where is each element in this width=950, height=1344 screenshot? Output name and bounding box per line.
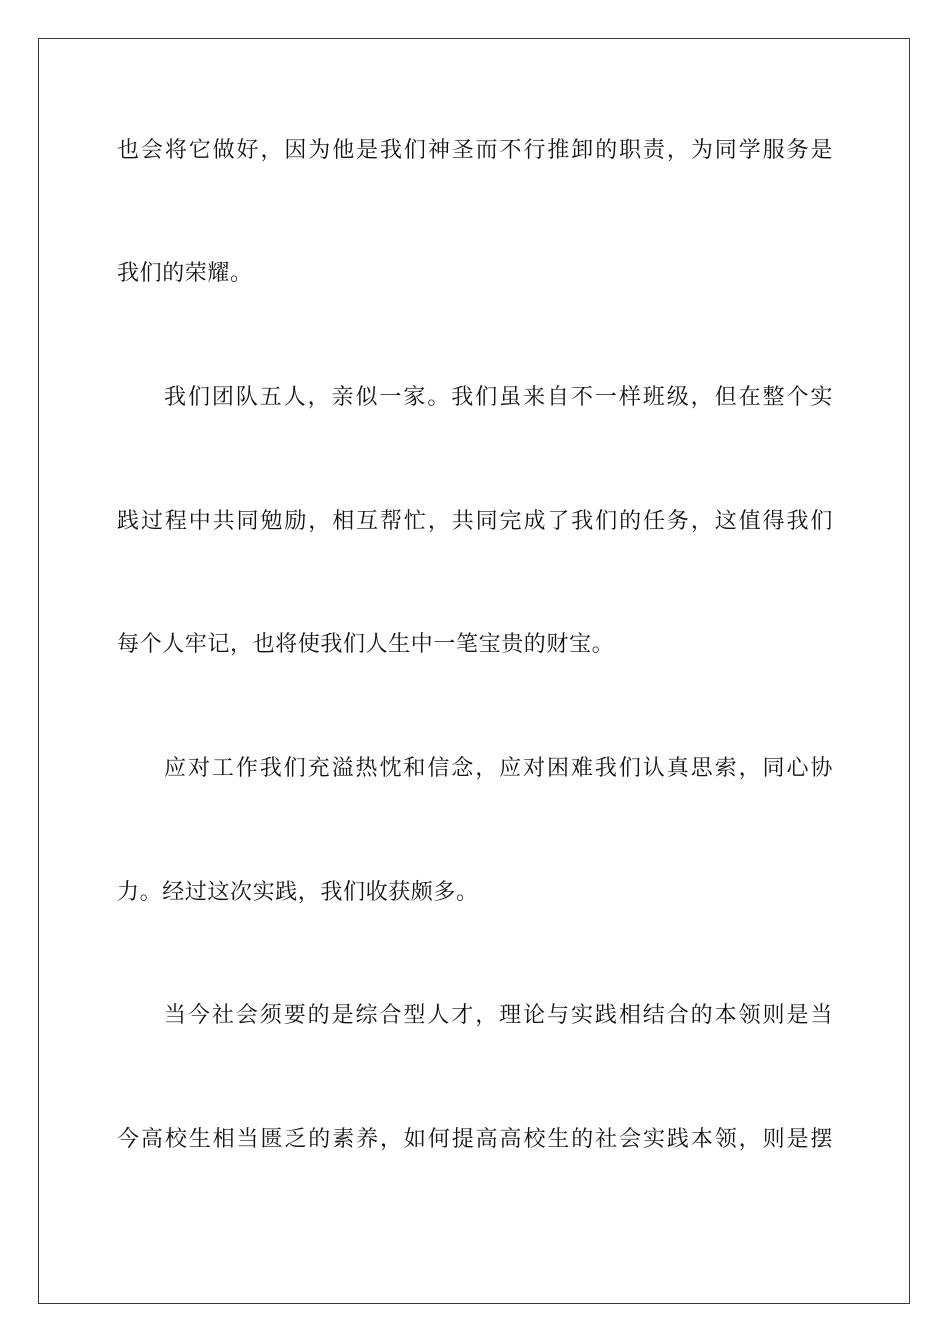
text-line-8: 当今社会须要的是综合型人才，理论与实践相结合的本领则是当 (164, 1003, 833, 1028)
text-line-4: 践过程中共同勉励，相互帮忙，共同完成了我们的任务，这值得我们 (117, 509, 833, 534)
page-border (38, 38, 910, 1304)
text-line-9: 今高校生相当匮乏的素养，如何提高高校生的社会实践本领，则是摆 (117, 1127, 833, 1152)
text-line-7: 力。经过这次实践，我们收获颇多。 (117, 880, 479, 905)
text-line-3: 我们团队五人，亲似一家。我们虽来自不一样班级，但在整个实 (164, 385, 833, 410)
text-line-6: 应对工作我们充溢热忱和信念，应对困难我们认真思索，同心协 (164, 756, 833, 781)
text-line-1: 也会将它做好，因为他是我们神圣而不行推卸的职责，为同学服务是 (117, 138, 833, 163)
text-line-2: 我们的荣耀。 (117, 261, 253, 286)
text-line-5: 每个人牢记，也将使我们人生中一笔宝贵的财宝。 (117, 632, 615, 657)
